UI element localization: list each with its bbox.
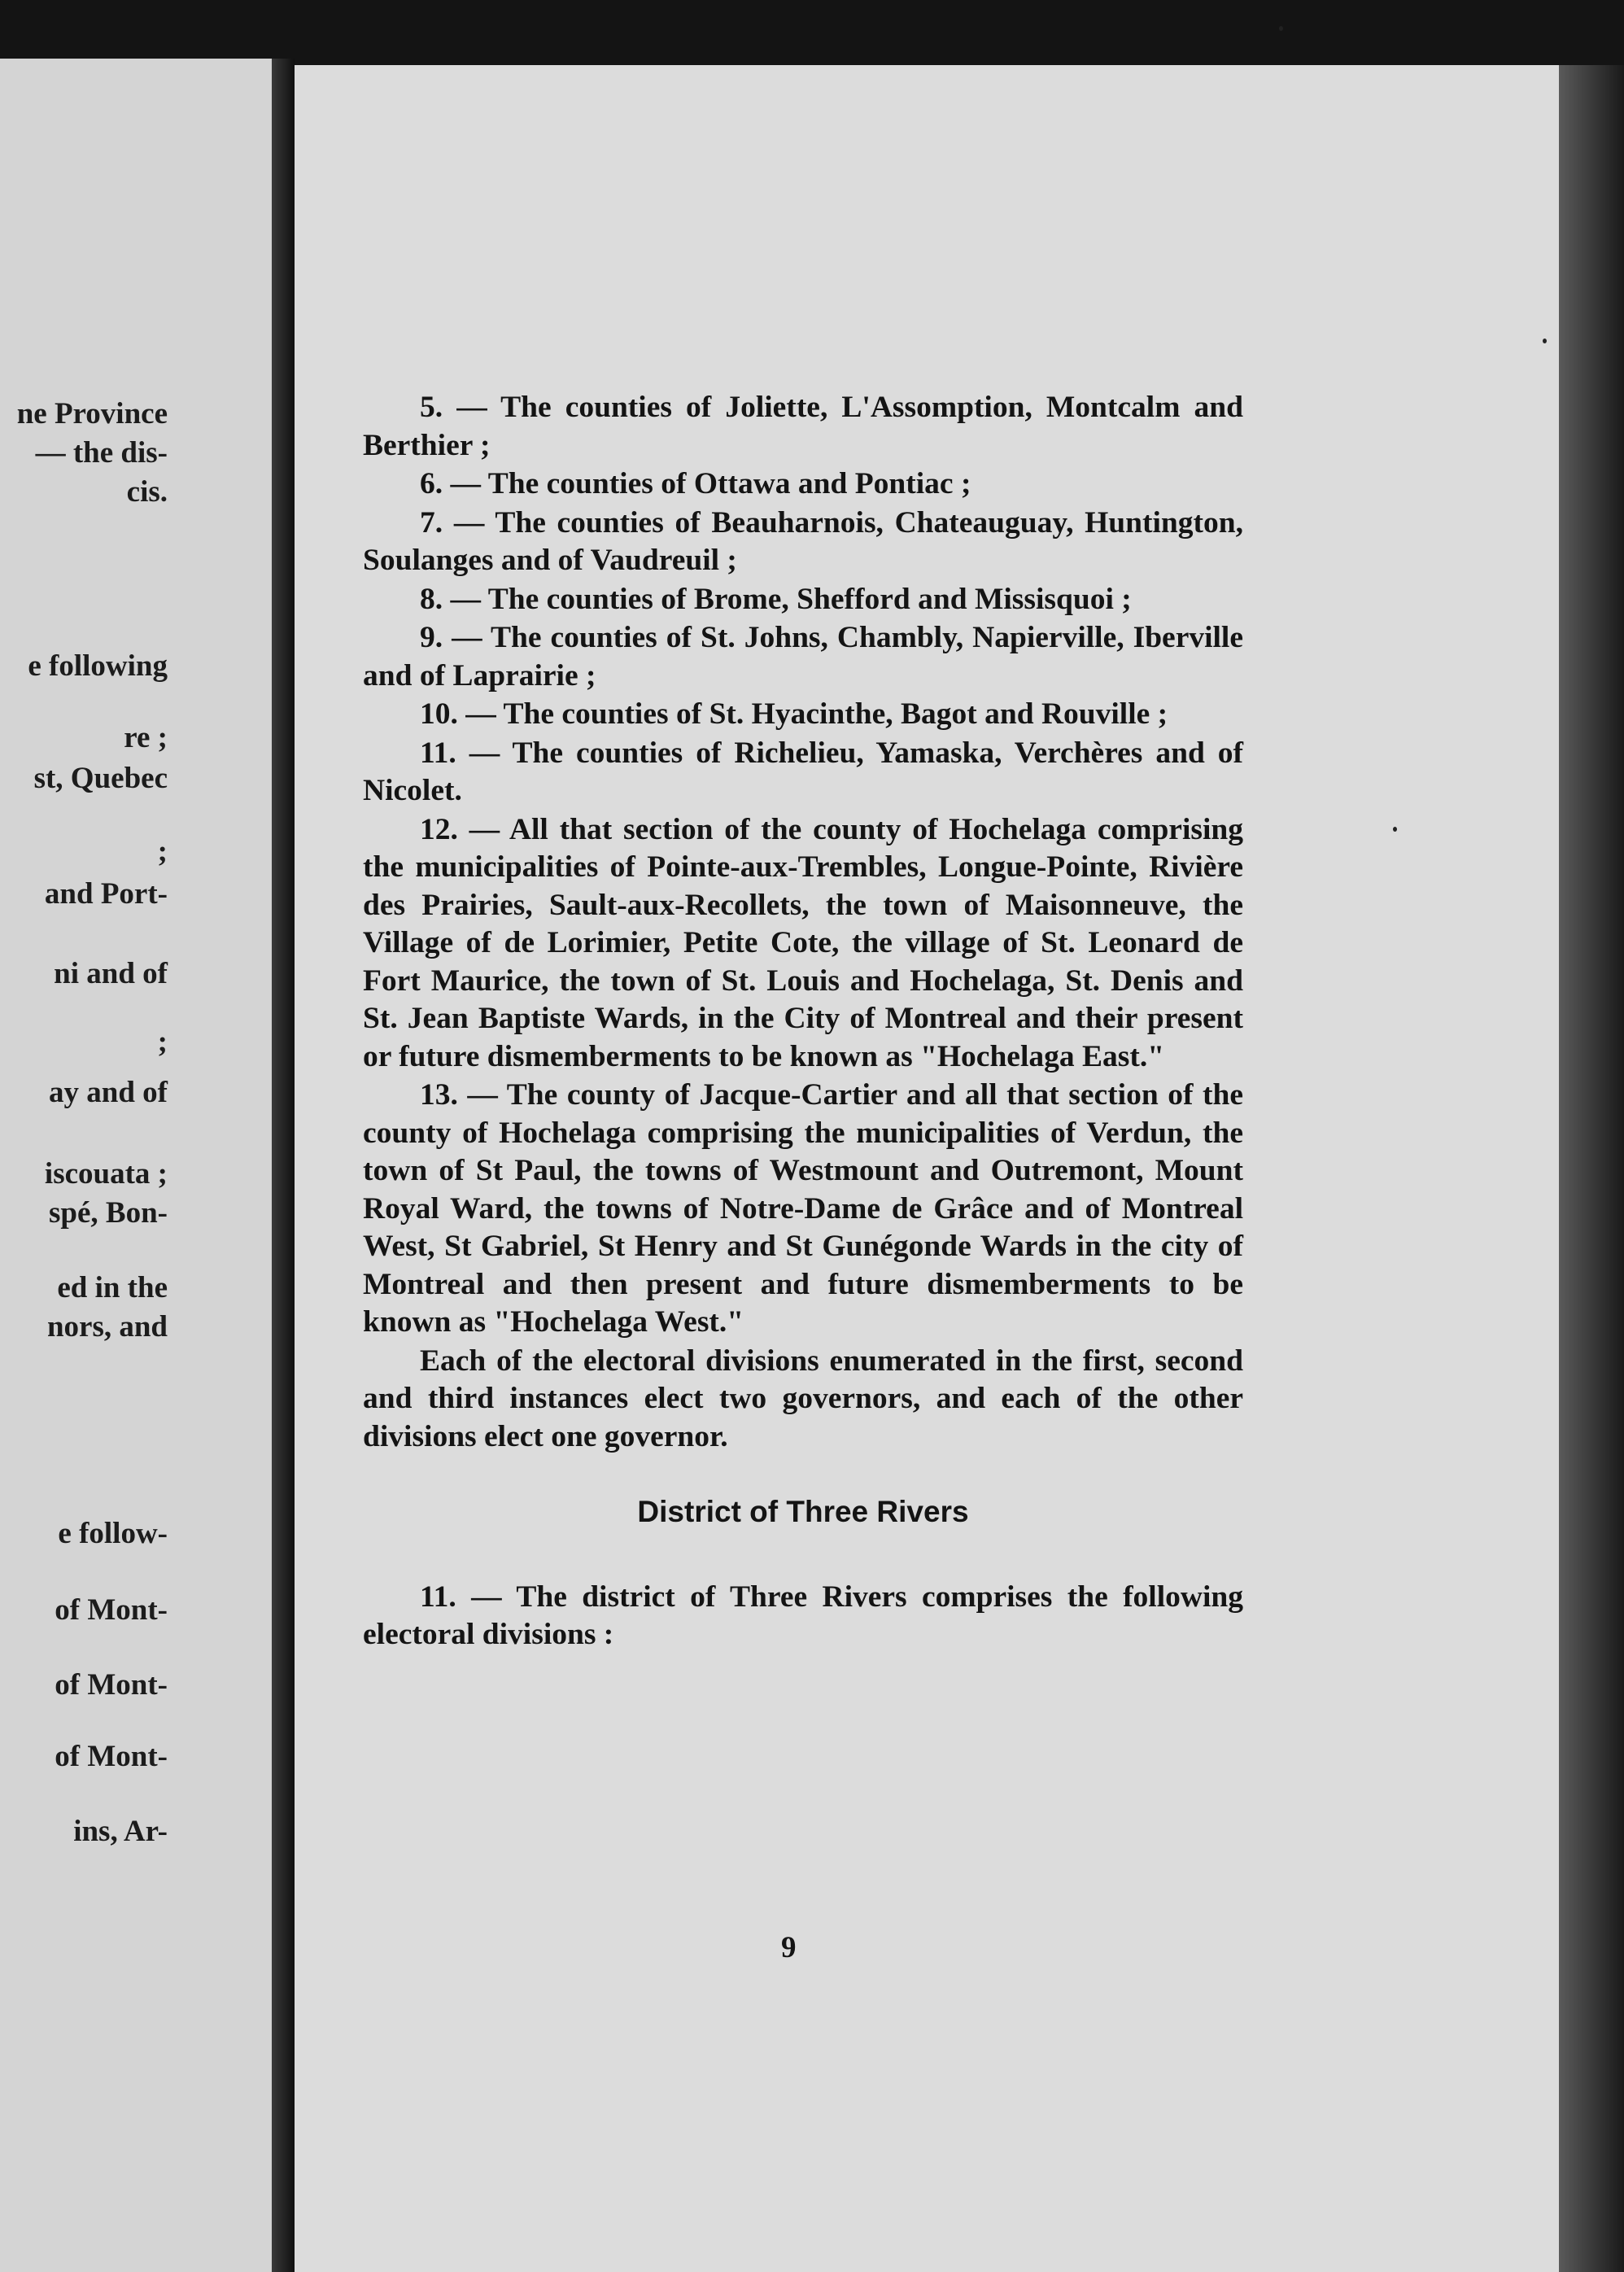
page-gutter	[272, 59, 295, 2272]
left-page-line: nors, and	[46, 1310, 168, 1344]
paragraph-summary: Each of the electoral divisions enumerated in the first, second and third instances elect two governors, and each of the other divisions elect one governor.	[363, 1344, 1243, 1453]
paragraph-11: 11. — The counties of Richelieu, Yamaska, Verchères and of Nicolet.	[363, 736, 1243, 807]
scan-speck	[1393, 827, 1397, 832]
paragraph-10: 10. — The counties of St. Hyacinthe, Bagot and Rouville ;	[420, 697, 1168, 731]
paragraph-7: 7. — The counties of Beauharnois, Chateauguay, Huntington, Soulanges and of Vaudreuil ;	[363, 505, 1243, 577]
paragraph-12: 12. — All that section of the county of Hochelaga comprising the municipalities of Pointe-aux-Trembles, Longue-Pointe, Rivière des Prairies, Sault-aux-Recollets, the town of Maisonneuve, the Village of de Lorimier, Petite Cote, the village of St. Leonard de Fort Maurice, the town of St. Louis and Hochelaga, St. Denis and St. Jean Baptiste Wards, in the City of Montreal and their present or future dismemberments to be known as "Hochelaga East."	[363, 812, 1243, 1073]
left-page-line: ne Province	[16, 397, 168, 430]
left-page-line: e following	[28, 649, 168, 683]
left-page-line: ;	[157, 835, 168, 868]
left-page-line: e follow-	[58, 1517, 168, 1550]
paragraph-5: 5. — The counties of Joliette, L'Assomption, Montcalm and Berthier ;	[363, 391, 1243, 462]
left-page-line: iscouata ;	[44, 1157, 168, 1191]
left-page-line: ay and of	[49, 1076, 168, 1109]
left-page-line: of Mont-	[55, 1668, 168, 1702]
left-page-line: of Mont-	[55, 1740, 168, 1773]
left-page-line: ;	[157, 1025, 168, 1059]
left-page-line: ed in the	[57, 1271, 168, 1304]
left-page	[0, 59, 272, 2272]
scan-speck	[1279, 26, 1283, 31]
page-body	[363, 389, 1243, 1655]
left-page-line: of Mont-	[55, 1593, 168, 1627]
scan-speck	[1543, 339, 1547, 343]
page-edge	[1559, 65, 1624, 2272]
left-page-line: and Port-	[44, 877, 168, 911]
left-page-line: ni and of	[54, 957, 168, 990]
page-number: 9	[781, 1931, 797, 1964]
section-heading: District of Three Rivers	[637, 1495, 969, 1528]
left-page-line: re ;	[124, 721, 168, 754]
left-page-line: spé, Bon-	[49, 1196, 168, 1230]
paragraph-9: 9. — The counties of St. Johns, Chambly, Napierville, Iberville and of Laprairie ;	[363, 621, 1243, 693]
left-page-line: st, Quebec	[33, 762, 168, 795]
paragraph-district: 11. — The district of Three Rivers comprises the following electoral divisions :	[363, 1579, 1243, 1651]
left-page-line: cis.	[126, 475, 168, 509]
paragraph-6: 6. — The counties of Ottawa and Pontiac ;	[420, 467, 971, 500]
paragraph-13: 13. — The county of Jacque-Cartier and all that section of the county of Hochelaga comprising the municipalities of Verdun, the town of St Paul, the towns of Westmount and Outremont, Mount Royal Ward, the towns of Notre-Dame de Grâce and of Montreal West, St Gabriel, St Henry and St Gunégonde Wards in the city of Montreal and then present and future dismemberments to be known as "Hochelaga West."	[363, 1078, 1243, 1339]
paragraph-8: 8. — The counties of Brome, Shefford and Missisquoi ;	[420, 582, 1132, 616]
left-page-line: — the dis-	[35, 436, 168, 470]
left-page-line: ins, Ar-	[73, 1815, 168, 1848]
